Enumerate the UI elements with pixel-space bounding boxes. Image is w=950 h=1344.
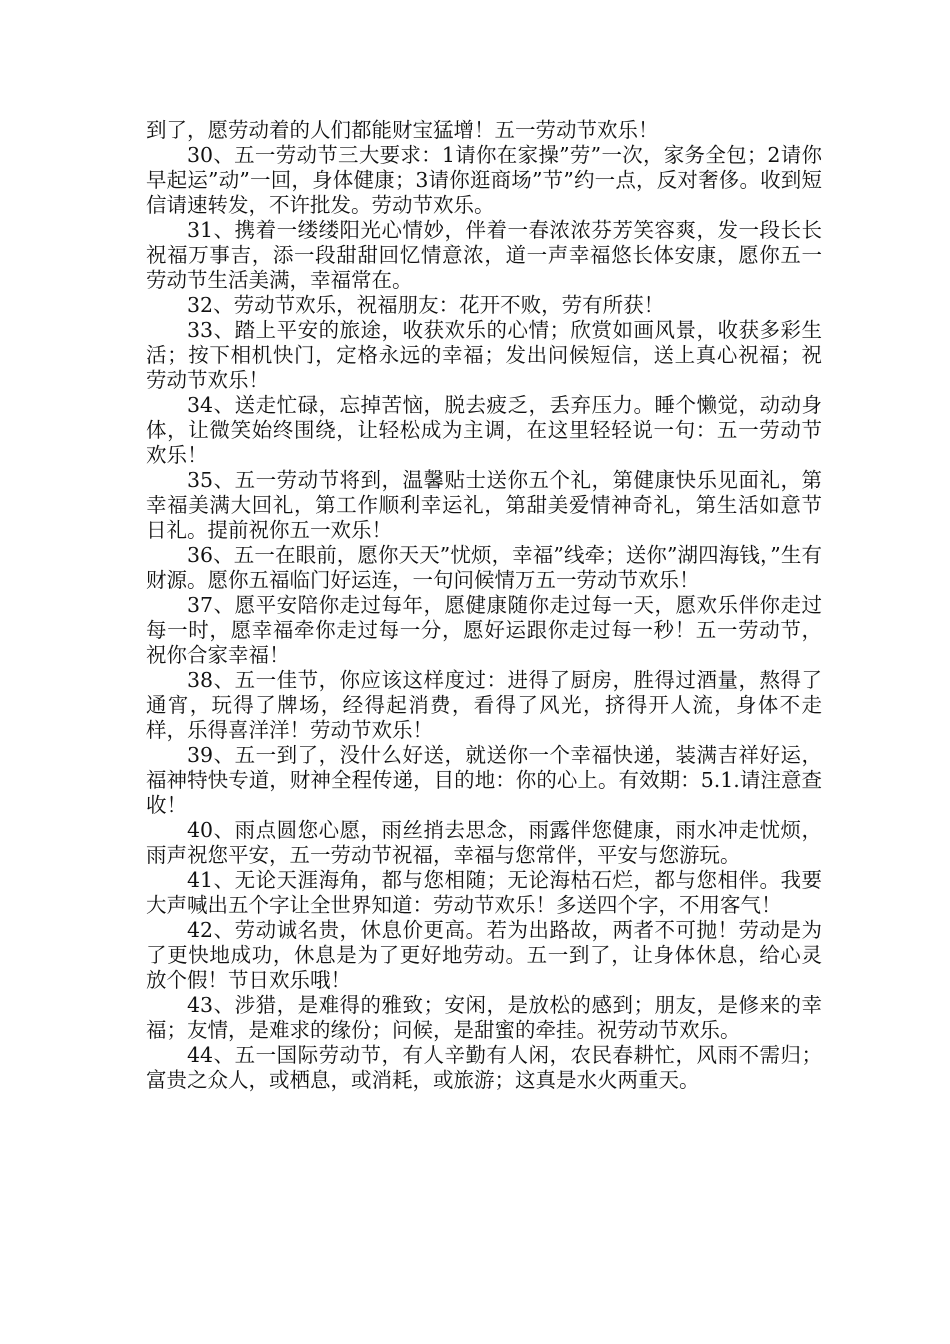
paragraph: 42、劳动诚名贵，休息价更高。若为出路故，两者不可抛！劳动是为了更快地成功，休息是为了更好地劳动。五一到了，让身体休息，给心灵放个假！节日欢乐哦！ bbox=[146, 918, 822, 992]
paragraph: 36、五一在眼前，愿你天天”忧烦，幸福”线牵；送你”湖四海钱，”生有财源。愿你五福临门好运连，一句问候情万五一劳动节欢乐！ bbox=[146, 543, 822, 592]
paragraph: 37、愿平安陪你走过每年，愿健康随你走过每一天，愿欢乐伴你走过每一时，愿幸福牵你走过每一分，愿好运跟你走过每一秒！五一劳动节，祝你合家幸福！ bbox=[146, 593, 822, 667]
paragraph: 44、五一国际劳动节，有人辛勤有人闲，农民春耕忙，风雨不需归；富贵之众人，或栖息，或消耗，或旅游；这真是水火两重天。 bbox=[146, 1043, 822, 1092]
paragraph: 38、五一佳节，你应该这样度过：进得了厨房，胜得过酒量，熬得了通宵，玩得了牌场，经得起消费，看得了风光，挤得开人流，身体不走样，乐得喜洋洋！劳动节欢乐！ bbox=[146, 668, 822, 742]
paragraph: 35、五一劳动节将到，温馨贴士送你五个礼，第健康快乐见面礼，第幸福美满大回礼，第工作顺利幸运礼，第甜美爱情神奇礼，第生活如意节日礼。提前祝你五一欢乐！ bbox=[146, 468, 822, 542]
document-page bbox=[146, 118, 822, 1093]
paragraph: 31、携着一缕缕阳光心情妙，伴着一春浓浓芬芳笑容爽，发一段长长祝福万事吉，添一段甜甜回忆情意浓，道一声幸福悠长体安康，愿你五一劳动节生活美满，幸福常在。 bbox=[146, 218, 822, 292]
paragraph: 30、五一劳动节三大要求：1请你在家操”劳”一次，家务全包；2请你早起运”动”一回，身体健康；3请你逛商场”节”约一点，反对奢侈。收到短信请速转发，不许批发。劳动节欢乐。 bbox=[146, 143, 822, 217]
paragraph: 43、涉猎，是难得的雅致；安闲，是放松的感到；朋友，是修来的幸福；友情，是难求的缘份；问候，是甜蜜的牵挂。祝劳动节欢乐。 bbox=[146, 993, 822, 1042]
paragraph: 33、踏上平安的旅途，收获欢乐的心情；欣赏如画风景，收获多彩生活；按下相机快门，定格永远的幸福；发出问候短信，送上真心祝福；祝劳动节欢乐！ bbox=[146, 318, 822, 392]
paragraph: 41、无论天涯海角，都与您相随；无论海枯石烂，都与您相伴。我要大声喊出五个字让全世界知道：劳动节欢乐！多送四个字，不用客气！ bbox=[146, 868, 822, 917]
paragraph: 40、雨点圆您心愿，雨丝捎去思念，雨露伴您健康，雨水冲走忧烦，雨声祝您平安，五一劳动节祝福，幸福与您常伴，平安与您游玩。 bbox=[146, 818, 822, 867]
paragraph: 到了，愿劳动着的人们都能财宝猛增！五一劳动节欢乐！ bbox=[146, 118, 659, 142]
paragraph: 39、五一到了，没什么好送，就送你一个幸福快递，装满吉祥好运，福神特快专道，财神全程传递，目的地：你的心上。有效期：5.1.请注意查收！ bbox=[146, 743, 822, 817]
paragraph: 32、劳动节欢乐，祝福朋友：花开不败，劳有所获！ bbox=[187, 293, 665, 317]
paragraph: 34、送走忙碌，忘掉苦恼，脱去疲乏，丢弃压力。睡个懒觉，动动身体，让微笑始终围绕，让轻松成为主调，在这里轻轻说一句：五一劳动节欢乐！ bbox=[146, 393, 822, 467]
